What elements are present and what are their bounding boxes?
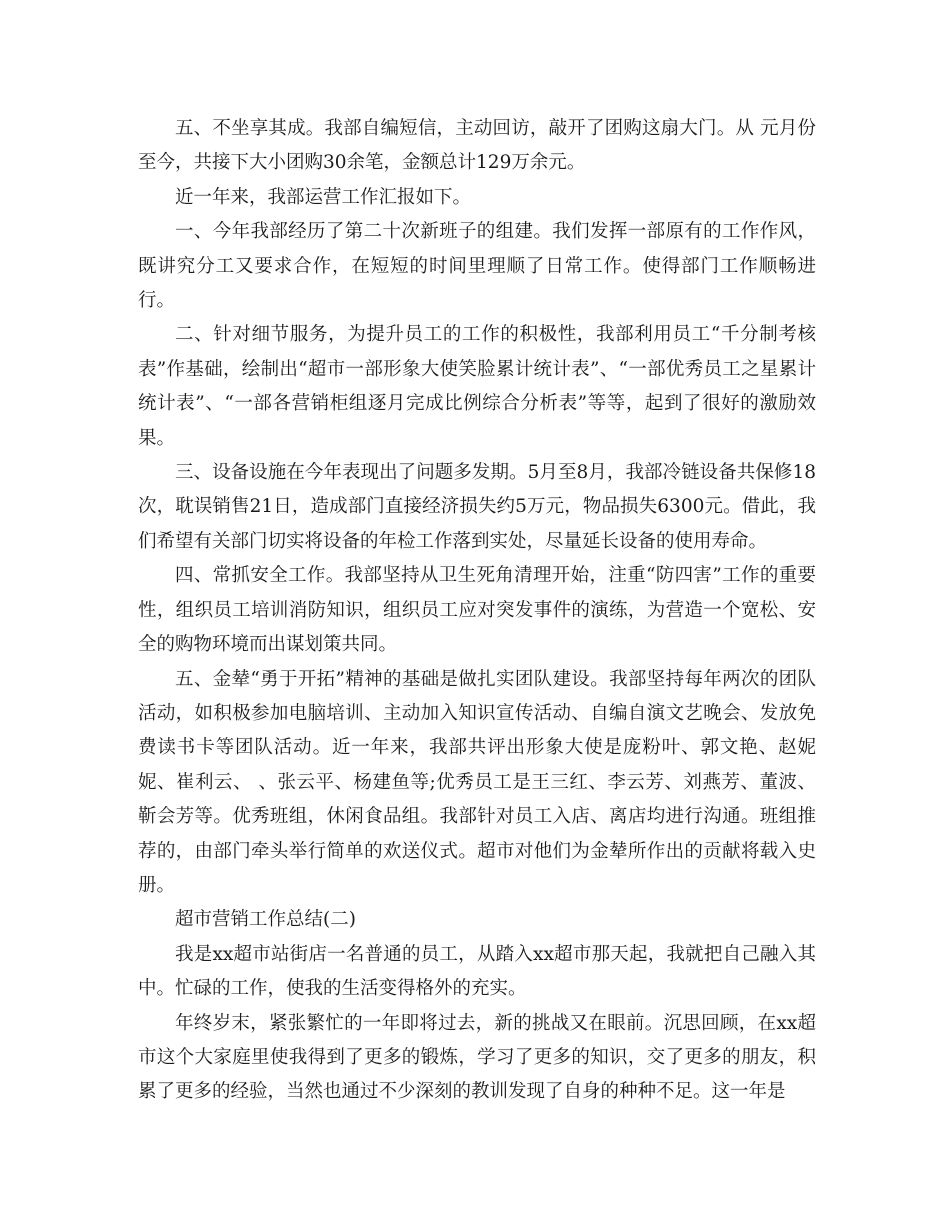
paragraph: 一、今年我部经历了第二十次新班子的组建。我们发挥一部原有的工作作风，既讲究分工又要求合作，在短短的时间里理顺了日常工作。使得部门工作顺畅进行。 — [138, 221, 816, 312]
paragraph: 二、针对细节服务，为提升员工的工作的积极性，我部利用员工“千分制考核表”作基础，绘制出“超市一部形象大使笑脸累计统计表”、“一部优秀员工之星累计统计表”、“一部各营销柜组逐月完成比例综合分析表”等等，起到了很好的激励效果。 — [138, 324, 816, 449]
paragraph: 年终岁末，紧张繁忙的一年即将过去，新的挑战又在眼前。沉思回顾，在xx超市这个大家庭里使我得到了更多的锻炼，学习了更多的知识，交了更多的朋友，积累了更多的经验，当然也通过不少深刻的教训发现了自身的种种不足。这一年是 — [138, 1012, 816, 1103]
section-heading: 超市营销工作总结(二) — [175, 909, 356, 931]
paragraph: 三、设备设施在今年表现出了问题多发期。5月至8月，我部冷链设备共保修18次，耽误销售21日，造成部门直接经济损失约5万元，物品损失6300元。借此，我们希望有关部门切实将设备的年检工作落到实处，尽量延长设备的使用寿命。 — [138, 462, 816, 552]
paragraph: 五、金辇“勇于开拓”精神的基础是做扎实团队建设。我部坚持每年两次的团队活动，如积极参加电脑培训、主动加入知识宣传活动、自编自演文艺晚会、发放免费读书卡等团队活动。近一年来，我部共评出形象大使是庞粉叶、郭文艳、赵妮妮、崔利云、 、张云平、杨建鱼等;优秀员工是王三红、李云芳、刘燕芳、董波、靳会芳等。优秀班组，休闲食品组。我部针对员工入店、离店均进行沟通。班组推荐的，由部门牵头举行简单的欢送仪式。超市对他们为金辇所作出的贡献将载入史册。 — [138, 668, 816, 896]
paragraph: 四、常抓安全工作。我部坚持从卫生死角清理开始，注重“防四害”工作的重要性，组织员工培训消防知识，组织员工应对突发事件的演练，为营造一个宽松、安全的购物环境而出谋划策共同。 — [138, 565, 816, 656]
paragraph: 我是xx超市站街店一名普通的员工，从踏入xx超市那天起，我就把自己融入其中。忙碌的工作，使我的生活变得格外的充实。 — [138, 943, 816, 1000]
paragraph: 五、不坐享其成。我部自编短信，主动回访，敲开了团购这扇大门。从 元月份至今，共接下大小团购30余笔，金额总计129万余元。 — [138, 118, 816, 174]
paragraph: 近一年来，我部运营工作汇报如下。 — [175, 186, 472, 208]
document-body — [138, 112, 816, 1110]
